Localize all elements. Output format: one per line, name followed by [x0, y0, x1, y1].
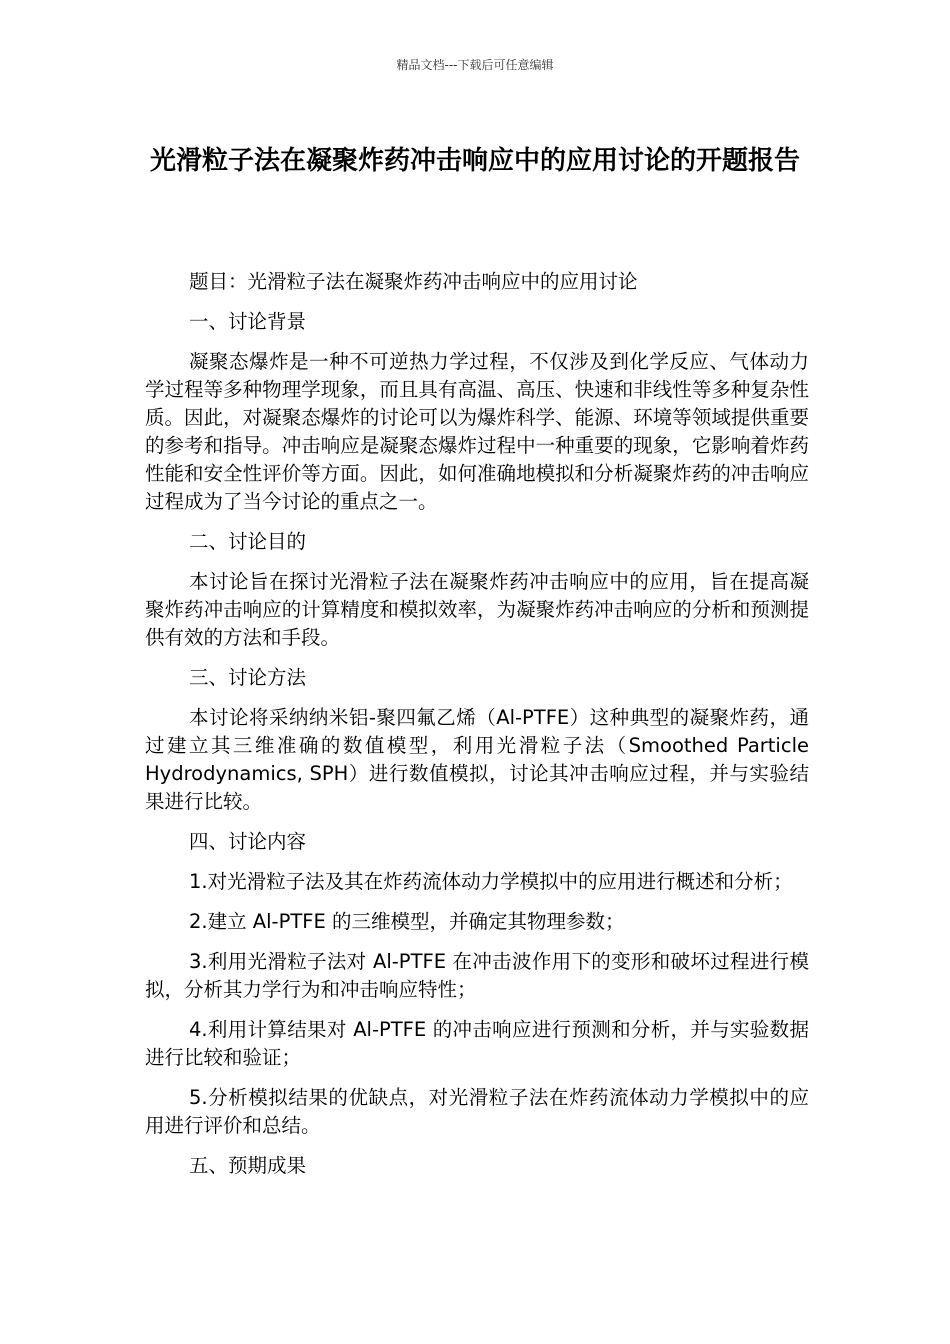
- section-heading-content: 四、讨论内容: [189, 830, 307, 853]
- content-list-item: 2.建立 Al-PTFE 的三维模型，并确定其物理参数；: [189, 910, 625, 933]
- content-list-item: 4.利用计算结果对 Al-PTFE 的冲击响应进行预测和分析，并与实验数据进行比较和验证；: [145, 1018, 809, 1069]
- topic-line: 题目：光滑粒子法在凝聚炸药冲击响应中的应用讨论: [189, 270, 638, 293]
- content-list-item: 3.利用光滑粒子法对 Al-PTFE 在冲击波作用下的变形和破坏过程进行模拟，分析其力学行为和冲击响应特性；: [145, 950, 809, 1001]
- section-heading-purpose: 二、讨论目的: [189, 530, 307, 553]
- section-heading-method: 三、讨论方法: [189, 666, 307, 689]
- section-body-method: 本讨论将采纳纳米铝-聚四氟乙烯（Al-PTFE）这种典型的凝聚炸药，通过建立其三维准确的数值模型，利用光滑粒子法（Smoothed Particle Hydrodynamics, SPH）进行数值模拟，讨论其冲击响应过程，并与实验结果进行比较。: [145, 706, 809, 813]
- header-note: 精品文档---下载后可任意编辑: [396, 58, 554, 72]
- section-heading-background: 一、讨论背景: [189, 310, 307, 333]
- content-list-item: 1.对光滑粒子法及其在炸药流体动力学模拟中的应用进行概述和分析；: [189, 870, 793, 893]
- content-list-item: 5.分析模拟结果的优缺点，对光滑粒子法在炸药流体动力学模拟中的应用进行评价和总结。: [145, 1086, 809, 1137]
- document-body: [145, 268, 809, 1192]
- section-body-purpose: 本讨论旨在探讨光滑粒子法在凝聚炸药冲击响应中的应用，旨在提高凝聚炸药冲击响应的计算精度和模拟效率，为凝聚炸药冲击响应的分析和预测提供有效的方法和手段。: [145, 570, 809, 649]
- section-heading-expected-results: 五、预期成果: [189, 1154, 307, 1177]
- section-body-background: 凝聚态爆炸是一种不可逆热力学过程，不仅涉及到化学反应、气体动力学过程等多种物理学现象，而且具有高温、高压、快速和非线性等多种复杂性质。因此，对凝聚态爆炸的讨论可以为爆炸科学、能源、环境等领域提供重要的参考和指导。冲击响应是凝聚态爆炸过程中一种重要的现象，它影响着炸药性能和安全性评价等方面。因此，如何准确地模拟和分析凝聚炸药的冲击响应过程成为了当今讨论的重点之一。: [145, 350, 809, 513]
- document-title: 光滑粒子法在凝聚炸药冲击响应中的应用讨论的开题报告: [149, 146, 800, 176]
